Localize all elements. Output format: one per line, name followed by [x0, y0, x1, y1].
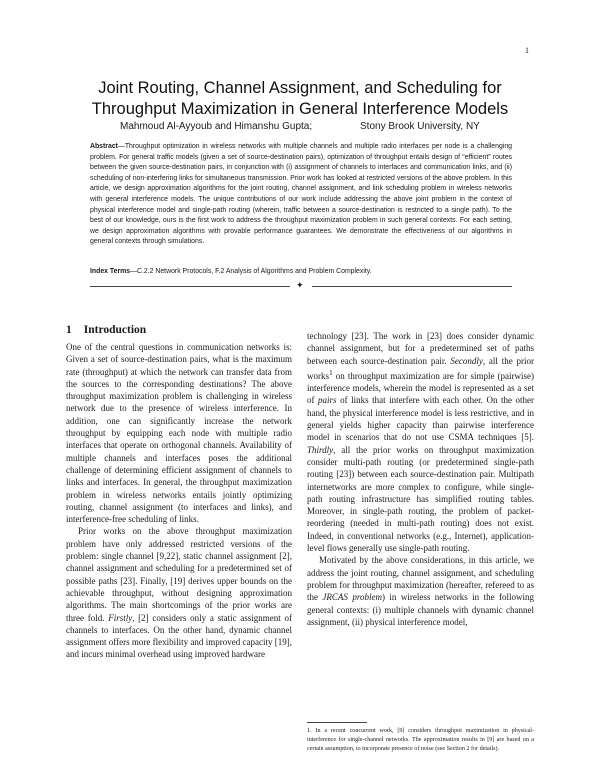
index-terms-text: —C.2.2 Network Protocols, F.2 Analysis of Algorithms and Problem Complexity.	[130, 268, 372, 275]
paragraph: One of the central questions in communication networks is: Given a set of source-destination pairs, what is the maximum rate (throughput) at which the network can transfer data from the sources to the corresponding destinations? The above throughput maximization problem is challenging in wireless network due to the presence of wireless interference. In addition, one can significantly increase the network throughput by equipping each node with multiple radio interfaces that operate on orthogonal channels. Availability of multiple channels and interfaces poses the additional challenge of determining efficient assignment of channels to links and interfaces. In general, the throughput maximization problem in wireless networks entails jointly optimizing routing, channel assignment (to interfaces and links), and interference-free scheduling of links.	[66, 342, 292, 525]
section-title: Introduction	[83, 324, 147, 336]
index-terms-label: Index Terms	[90, 268, 131, 275]
text-run: Prior works on the above throughput maximization problem have only addressed restricted versions of the problem: single channel [9,22], static channel assignment [2], channel assignment and scheduling for a predetermined set of possible paths [23]. Finally, [19] derives upper bounds on the achievable throughput, without designing approximation algorithms. The main shortcomings of the prior works are three fold.	[66, 526, 292, 623]
abstract-label: Abstract	[90, 143, 118, 150]
section-divider	[90, 281, 512, 291]
abstract	[90, 142, 512, 248]
text-run: , all the prior works on throughput maximization consider multi-path routing (or predetermined single-path routing [23]) between each source-destination pair. Multipath internetworks are more complex to configure, while single-path routing infrastructure has simplified routing tables. Moreover, in single-path routing, the problem of packet-reordering (needed in multi-path routing) does not exist. Indeed, in conventional networks (e.g., Internet), application-level flows generally use single-path routing.	[307, 444, 534, 554]
paragraph	[307, 554, 534, 628]
body-column-right	[307, 330, 534, 628]
body-column-left	[66, 341, 292, 661]
text-run: Motivated by the above considerations, in this article, we address the joint routing, channel assignment, and scheduling problem for throughput maximization (hereafter, refereed to as the	[307, 555, 534, 603]
section-number: 1	[66, 324, 72, 336]
authors: Mahmoud Al-Ayyoub and Himanshu Gupta;	[120, 121, 313, 132]
page-number: 1	[525, 46, 529, 55]
footnote-marker: 1	[329, 367, 333, 377]
divider-ornament-icon: ✦	[296, 281, 304, 291]
paragraph	[66, 525, 292, 660]
paper-title	[60, 78, 540, 120]
footnote-rule	[307, 722, 367, 723]
emphasis: JRCAS problem	[322, 592, 382, 603]
author-block	[120, 121, 480, 132]
footnote	[307, 727, 534, 753]
text-run: of links that interfere with each other. On the other hand, the physical interference model is less restrictive, and in general yields higher capacity than pairwise interference model in scenarios that do not use CSMA techniques [5].	[307, 395, 534, 443]
emphasis: Secondly	[450, 355, 483, 366]
emphasis: Firstly	[108, 612, 133, 623]
text-run: ) in wireless networks in the following general contexts: (i) multiple channels with dynamic channel assignment, (ii) physical interference model,	[307, 592, 534, 627]
section-heading	[66, 324, 146, 336]
divider-line-left	[90, 286, 290, 287]
text-run: , all the prior works	[307, 355, 534, 381]
footnote-text: In a recent concurrent work, [9] considers throughput maximization in physical-interference for single-channel networks. The approximation results in [9] are based on a certain assumption, to incorporate presence of noise (see Section 2 for details).	[307, 728, 534, 752]
emphasis: Thirdly	[307, 444, 334, 455]
text-run: technology [23]. The work in [23] does consider dynamic channel assignment, but for a predetermined set of paths between each source-destination pair.	[307, 331, 534, 366]
text-run: on throughput maximization are for simple (pairwise) interference models, wherein the model is represented as a set of	[307, 370, 534, 406]
footnote-mark: 1.	[307, 728, 312, 734]
text-run: , [2] considers only a static assignment of channels to interfaces. On the other hand, dynamic channel assignment offers more flexibility and improved capacity [19], and incurs minimal overhead using improved hardware	[66, 612, 293, 660]
index-terms	[90, 268, 512, 275]
divider-line-right	[312, 286, 512, 287]
affiliation: Stony Brook University, NY	[360, 121, 480, 132]
title-line-1: Joint Routing, Channel Assignment, and Scheduling for	[98, 79, 502, 97]
abstract-text: —Throughput optimization in wireless networks with multiple channels and multiple radio interfaces per node is a challenging problem. For general traffic models (given a set of source-destination pairs), optimization of throughput entails design of “efficient” routes between the given source-destination pairs, in conjunction with (i) assignment of channels to interfaces and communication links, and (ii) scheduling of non-interfering links for simultaneous transmission. Prior work has looked at restricted versions of the above problem. In this article, we design approximation algorithms for the joint routing, channel assignment, and link scheduling problem in wireless networks with general interference models. The unique contributions of our work include addressing the above joint problem in the context of physical interference model and single-path routing (wherein, traffic between a source-destination is restricted to a single path). To the best of our knowledge, ours is the first work to address the throughput maximization problem in such general contexts. For each setting, we design approximation algorithms with provable performance guarantees. We demonstrate the effectiveness of our algorithms in general contexts through simulations.	[90, 143, 512, 246]
paragraph	[307, 330, 534, 554]
emphasis: pairs	[318, 395, 337, 406]
title-line-2: Throughput Maximization in General Interference Models	[91, 100, 509, 118]
